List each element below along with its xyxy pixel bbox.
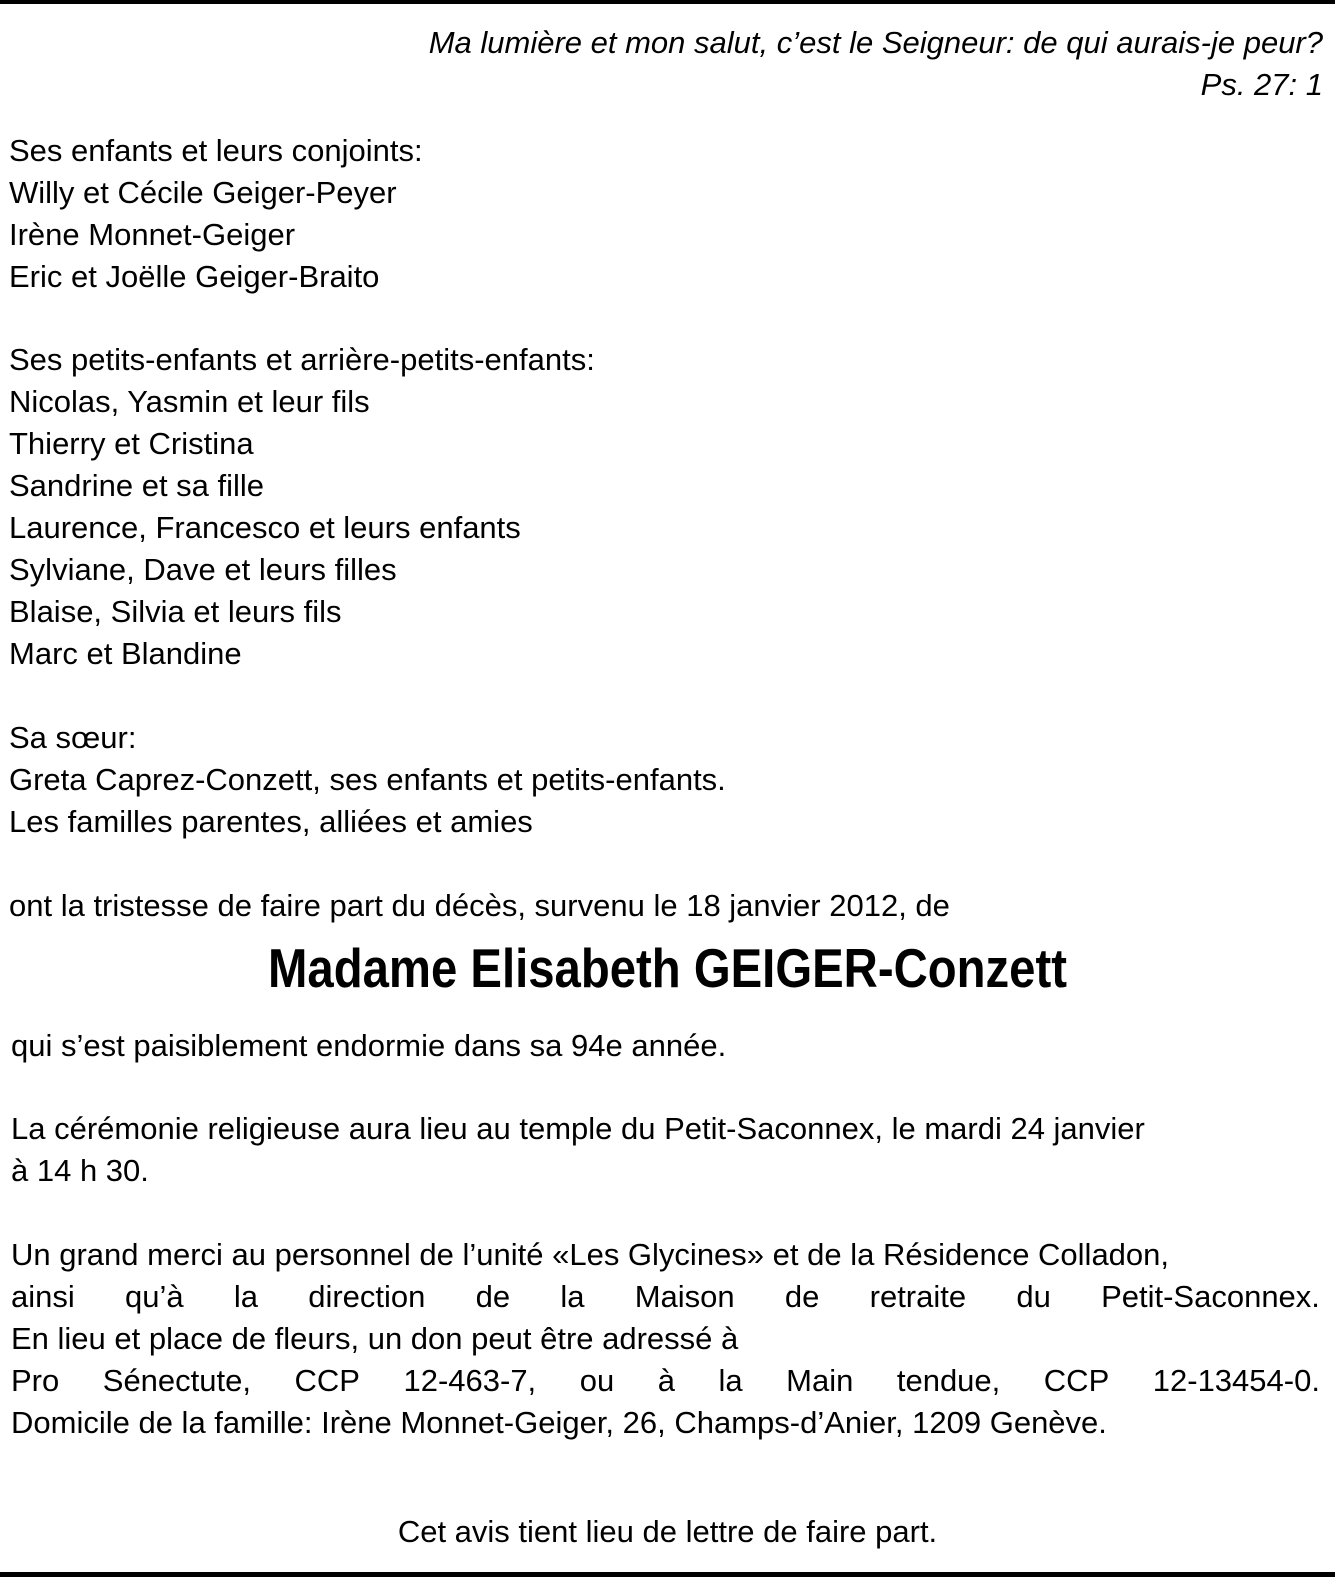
word: CCP [1043,1363,1110,1398]
sister-name: Greta Caprez-Conzett, ses enfants et petits-enfants. [9,762,726,797]
word: 12-13454-0. [1152,1363,1320,1398]
grandchild-name: Thierry et Cristina [9,426,254,461]
word: ou [579,1363,615,1398]
word: du [1016,1279,1051,1314]
ceremony-time: à 14 h 30. [11,1153,149,1188]
child-name: Eric et Joëlle Geiger-Braito [9,259,380,294]
word: de [784,1279,820,1314]
word: Petit-Saconnex. [1101,1279,1320,1314]
footer-note: Cet avis tient lieu de lettre de faire part. [397,1514,938,1549]
word: CCP [294,1363,360,1398]
word: de [475,1279,511,1314]
word: la [560,1279,585,1314]
epigraph-reference: Ps. 27: 1 [1200,67,1323,102]
sister-heading: Sa sœur: [9,720,137,755]
announcement: ont la tristesse de faire part du décès, survenu le 18 janvier 2012, de [9,888,950,923]
passing-note: qui s’est paisiblement endormie dans sa 94e année. [11,1028,727,1063]
bottom-rule [0,1572,1335,1577]
word: Pro [11,1363,60,1398]
grandchild-name: Marc et Blandine [9,636,242,671]
grandchildren-heading: Ses petits-enfants et arrière-petits-enfants: [9,342,595,377]
ceremony-line: La cérémonie religieuse aura lieu au temple du Petit-Saconnex, le mardi 24 janvier [11,1111,1145,1146]
word: qu’à [125,1279,184,1314]
epigraph-quote: Ma lumière et mon salut, c’est le Seigneur: de qui aurais-je peur? [428,25,1323,60]
children-heading: Ses enfants et leurs conjoints: [9,133,423,168]
word: Main [786,1363,854,1398]
deceased-name: Madame Elisabeth GEIGER-Conzett [268,937,1067,999]
child-name: Irène Monnet-Geiger [9,217,296,252]
word: tendue, [896,1363,1001,1398]
word: retraite [869,1279,967,1314]
word: la [718,1363,743,1398]
grandchild-name: Sylviane, Dave et leurs filles [9,552,397,587]
word: Sénectute, [102,1363,251,1398]
word: à [657,1363,675,1398]
word: Maison [634,1279,735,1314]
top-rule [0,0,1335,4]
word: la [233,1279,258,1314]
word: ainsi [11,1279,75,1314]
grandchild-name: Blaise, Silvia et leurs fils [9,594,342,629]
child-name: Willy et Cécile Geiger-Peyer [9,175,397,210]
donation-accounts-justified [11,1360,1320,1402]
donation-line: En lieu et place de fleurs, un don peut être adressé à [11,1321,739,1356]
thanks-line-justified [11,1276,1320,1318]
grandchild-name: Laurence, Francesco et leurs enfants [9,510,521,545]
word: 12-463-7, [403,1363,537,1398]
grandchild-name: Nicolas, Yasmin et leur fils [9,384,370,419]
grandchild-name: Sandrine et sa fille [9,468,265,503]
word: direction [308,1279,426,1314]
thanks-line: Un grand merci au personnel de l’unité «Les Glycines» et de la Résidence Colladon, [11,1237,1170,1272]
epigraph [429,22,1323,106]
family-address: Domicile de la famille: Irène Monnet-Geiger, 26, Champs-d’Anier, 1209 Genève. [11,1405,1107,1440]
families-line: Les familles parentes, alliées et amies [9,804,533,839]
